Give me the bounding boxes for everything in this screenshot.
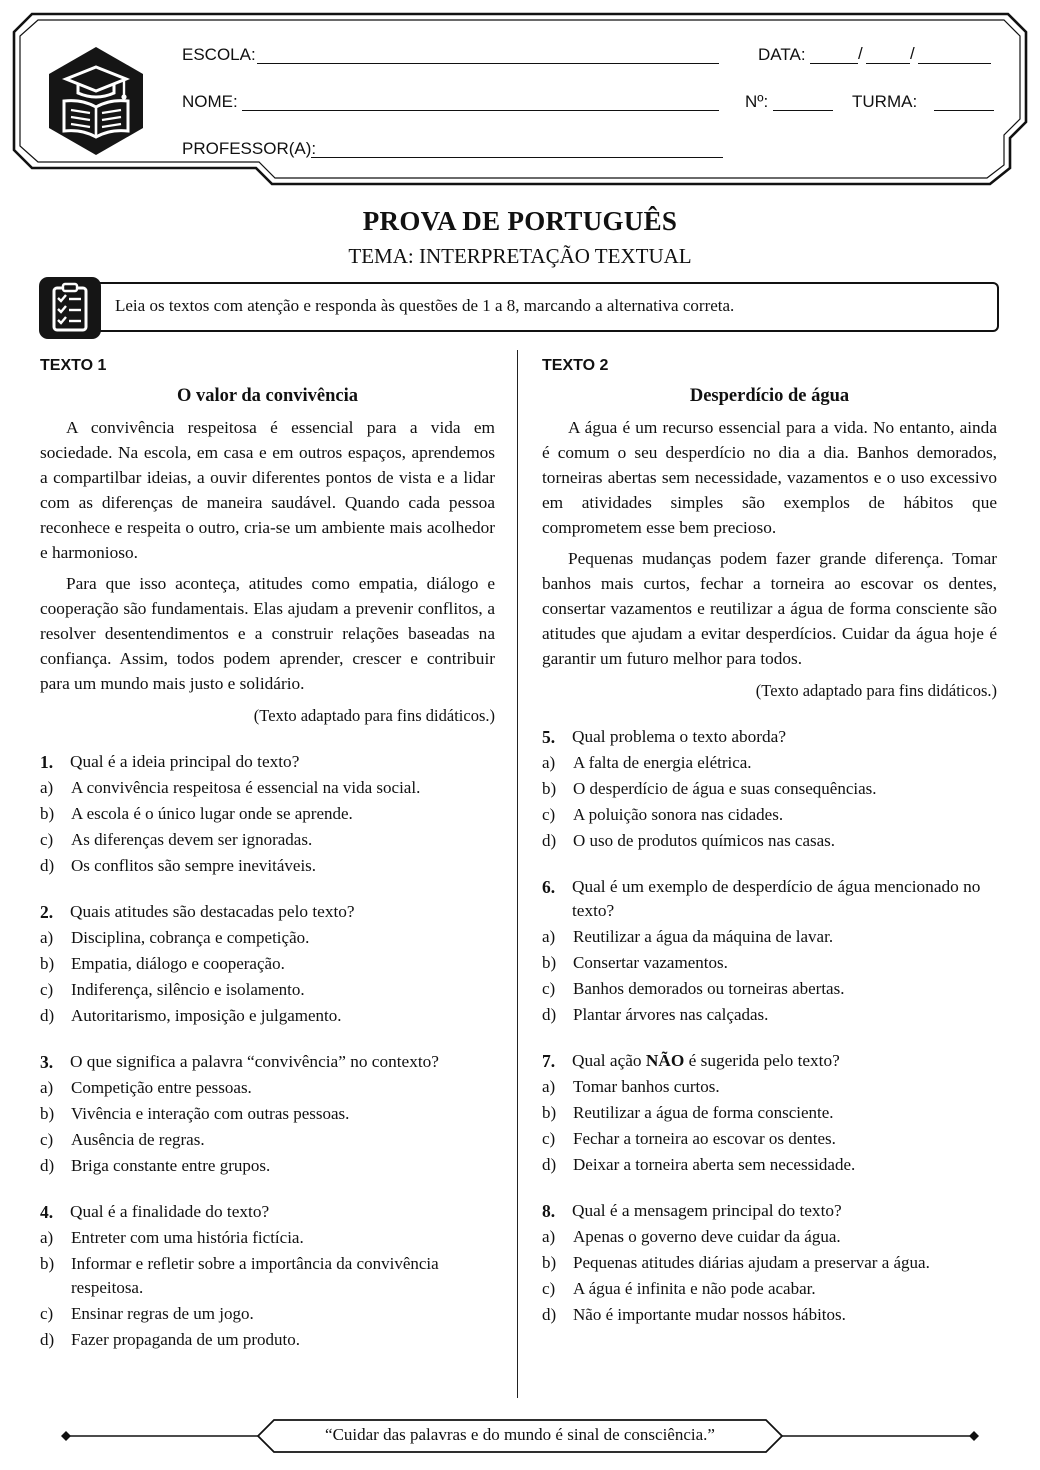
date-slash-1: /	[858, 44, 863, 63]
option-letter: b)	[542, 1252, 557, 1272]
date-slash-2: /	[910, 44, 915, 63]
question-1	[40, 750, 495, 878]
question-stem: Qual é a finalidade do texto?	[70, 1202, 270, 1221]
option-letter: b)	[542, 778, 557, 798]
option-d[interactable]	[40, 1154, 495, 1179]
option-letter: a)	[40, 1077, 54, 1097]
option-letter: b)	[542, 952, 557, 972]
option-c[interactable]	[542, 803, 997, 828]
nome-field[interactable]	[242, 110, 719, 111]
option-text: Apenas o governo deve cuidar da água.	[573, 1226, 841, 1246]
question-stem: Qual problema o texto aborda?	[572, 727, 787, 746]
option-b[interactable]	[40, 802, 495, 827]
question-8	[542, 1199, 997, 1327]
texto2-column	[542, 355, 997, 1327]
option-text: Empatia, diálogo e cooperação.	[71, 953, 285, 973]
option-letter: b)	[542, 1102, 557, 1122]
option-text: Pequenas atitudes diárias ajudam a preservar a água.	[573, 1252, 930, 1272]
option-c[interactable]	[542, 1277, 997, 1302]
data-label: DATA:	[758, 45, 806, 64]
option-d[interactable]	[542, 1003, 997, 1028]
option-d[interactable]	[40, 854, 495, 879]
option-text: As diferenças devem ser ignoradas.	[71, 829, 313, 849]
option-letter: c)	[542, 804, 556, 824]
texto2-paragraph: A água é um recurso essencial para a vida. No entanto, ainda é comum o seu desperdício no dia a dia. Banhos demorados, torneiras abertas sem necessidade, vazamentos e o uso excessivo em atividades simples são exemplos de hábitos que comprometem esse bem precioso.	[542, 418, 997, 537]
option-letter: d)	[40, 1330, 55, 1349]
data-year-field[interactable]	[918, 63, 991, 64]
option-a[interactable]	[542, 1225, 997, 1250]
option-letter: a)	[542, 1076, 556, 1096]
option-text: Deixar a torneira aberta sem necessidade.	[573, 1154, 856, 1174]
option-text: Os conflitos são sempre inevitáveis.	[71, 855, 317, 875]
texto1-title: O valor da convivência	[176, 386, 359, 406]
option-d[interactable]	[542, 1153, 997, 1178]
option-text: Não é importante mudar nossos hábitos.	[573, 1304, 846, 1324]
option-a[interactable]	[542, 751, 997, 776]
option-a[interactable]	[542, 1075, 997, 1100]
option-letter: d)	[542, 1004, 557, 1024]
question-3	[40, 1050, 495, 1178]
option-c[interactable]	[40, 1128, 495, 1153]
option-letter: a)	[542, 1226, 556, 1246]
instruction-text: Leia os textos com atenção e responda às questões de 1 a 8, marcando a alternativa correta.	[115, 296, 735, 315]
option-letter: a)	[40, 777, 54, 797]
option-letter: c)	[40, 1304, 54, 1323]
option-b[interactable]	[542, 951, 997, 976]
question-stem-post: é sugerida pelo texto?	[688, 1051, 840, 1070]
option-text: Plantar árvores nas calçadas.	[573, 1004, 769, 1024]
option-text: Indiferença, silêncio e isolamento.	[71, 979, 305, 999]
numero-label: Nº:	[745, 92, 769, 111]
question-number: 6.	[542, 877, 556, 897]
option-d[interactable]	[40, 1004, 495, 1029]
question-number: 5.	[542, 727, 556, 747]
option-text: Briga constante entre grupos.	[71, 1155, 271, 1175]
texto1-column	[40, 355, 495, 1353]
checklist-clipboard-icon	[38, 276, 102, 340]
texto1-paragraph: Para que isso aconteça, atitudes como empatia, diálogo e cooperação são fundamentais. Elas ajudam a prevenir conflitos, a resolver desentendimentos e a construir relações baseadas na confiança. Assim, todos podem aprender, crescer e contribuir para um mundo mais justo e solidário.	[40, 574, 495, 693]
option-text: Reutilizar a água de forma consciente.	[573, 1102, 834, 1122]
turma-field[interactable]	[934, 110, 994, 111]
option-letter: a)	[40, 927, 54, 947]
option-d[interactable]	[40, 1328, 495, 1353]
texto1-label: TEXTO 1	[40, 357, 107, 374]
option-letter: b)	[40, 1253, 55, 1273]
option-letter: c)	[40, 1129, 54, 1149]
question-number: 4.	[40, 1202, 54, 1222]
question-7	[542, 1049, 997, 1177]
question-stem-emphasis: NÃO	[645, 1051, 685, 1070]
turma-label: TURMA:	[852, 92, 918, 111]
option-a[interactable]	[542, 925, 997, 950]
texto2-paragraph: Pequenas mudanças podem fazer grande diferença. Tomar banhos mais curtos, fechar a torneira ao escovar os dentes, consertar vazamentos e reutilizar a água de forma consciente são atitudes que ajudam a evitar desperdícios. Cuidar da água hoje é garantir um futuro melhor para todos.	[542, 549, 997, 668]
option-text: Vivência e interação com outras pessoas.	[71, 1103, 350, 1123]
option-text: Fazer propaganda de um produto.	[71, 1330, 300, 1349]
option-b[interactable]	[40, 1252, 495, 1301]
option-c[interactable]	[40, 1302, 495, 1327]
option-letter: d)	[542, 1304, 557, 1324]
option-text: Reutilizar a água da máquina de lavar.	[573, 926, 834, 946]
option-c[interactable]	[542, 977, 997, 1002]
option-b[interactable]	[40, 1102, 495, 1127]
option-letter: d)	[40, 855, 55, 875]
option-c[interactable]	[40, 828, 495, 853]
option-letter: c)	[40, 979, 54, 999]
option-text: Consertar vazamentos.	[573, 952, 728, 972]
option-text: A água é infinita e não pode acabar.	[573, 1278, 816, 1298]
graduation-book-icon	[40, 45, 152, 157]
question-2	[40, 900, 495, 1028]
option-b[interactable]	[542, 1101, 997, 1126]
option-letter: b)	[40, 1103, 55, 1123]
option-letter: b)	[40, 953, 55, 973]
question-stem: Qual é um exemplo de desperdício de água mencionado no texto?	[572, 877, 981, 920]
escola-label: ESCOLA:	[182, 45, 256, 64]
option-a[interactable]	[40, 926, 495, 951]
escola-field[interactable]	[257, 63, 719, 64]
texto2-source: (Texto adaptado para fins didáticos.)	[755, 681, 997, 700]
nome-label: NOME:	[182, 92, 238, 111]
page-subtitle: TEMA: INTERPRETAÇÃO TEXTUAL	[348, 244, 692, 268]
option-a[interactable]	[40, 1226, 495, 1251]
option-text: O uso de produtos químicos nas casas.	[573, 830, 836, 850]
option-text: Disciplina, cobrança e competição.	[71, 927, 310, 947]
option-letter: c)	[40, 829, 54, 849]
option-d[interactable]	[542, 829, 997, 854]
question-number: 3.	[40, 1052, 54, 1072]
professor-field[interactable]	[311, 157, 723, 158]
page-title: PROVA DE PORTUGUÊS	[362, 206, 678, 236]
option-b[interactable]	[542, 1251, 997, 1276]
option-letter: a)	[40, 1227, 54, 1247]
question-number: 7.	[542, 1051, 556, 1071]
option-text: Banhos demorados ou torneiras abertas.	[573, 978, 845, 998]
option-text: A escola é o único lugar onde se aprende.	[71, 803, 353, 823]
option-letter: b)	[40, 803, 55, 823]
option-text: Informar e refletir sobre a importância da convivência respeitosa.	[71, 1253, 439, 1297]
option-letter: a)	[542, 752, 556, 772]
option-letter: c)	[542, 1278, 556, 1298]
question-stem: Quais atitudes são destacadas pelo texto?	[70, 902, 355, 921]
texto1-source: (Texto adaptado para fins didáticos.)	[253, 706, 495, 725]
question-5	[542, 725, 997, 853]
option-text: Fechar a torneira ao escovar os dentes.	[573, 1128, 836, 1148]
question-number: 2.	[40, 902, 54, 922]
option-text: Autoritarismo, imposição e julgamento.	[71, 1005, 342, 1025]
option-c[interactable]	[40, 978, 495, 1003]
option-text: Entreter com uma história fictícia.	[71, 1227, 304, 1247]
option-letter: c)	[542, 978, 556, 998]
question-stem: Qual é a ideia principal do texto?	[70, 752, 300, 771]
option-b[interactable]	[542, 777, 997, 802]
option-letter: d)	[542, 1154, 557, 1174]
footer-quote: “Cuidar das palavras e do mundo é sinal de consciência.”	[325, 1425, 715, 1444]
option-text: A falta de energia elétrica.	[573, 752, 752, 772]
option-letter: d)	[542, 830, 557, 850]
option-d[interactable]	[542, 1303, 997, 1328]
option-letter: c)	[542, 1128, 556, 1148]
option-c[interactable]	[542, 1127, 997, 1152]
texto1-paragraph: A convivência respeitosa é essencial para a vida em sociedade. Na escola, em casa e em outros espaços, aprendemos a compartilbar ideias, a ouvir diferentes pontos de vista e a lidar com as diferenças de maneira saudável. Quando cada pessoa reconhece e respeita o outro, cria-se um ambiente mais acolhedor e harmonioso.	[40, 418, 495, 562]
professor-label: PROFESSOR(A):	[182, 139, 317, 158]
option-a[interactable]	[40, 1076, 495, 1101]
option-text: A convivência respeitosa é essencial na vida social.	[71, 777, 421, 797]
data-month-field[interactable]	[866, 63, 910, 64]
numero-field[interactable]	[773, 110, 833, 111]
option-text: O desperdício de água e suas consequências.	[573, 778, 877, 798]
texto2-title: Desperdício de água	[689, 386, 850, 406]
option-text: Ausência de regras.	[71, 1129, 205, 1149]
option-letter: a)	[542, 926, 556, 946]
option-text: Competição entre pessoas.	[71, 1077, 252, 1097]
option-a[interactable]	[40, 776, 495, 801]
data-day-field[interactable]	[810, 63, 858, 64]
question-6	[542, 875, 997, 1027]
option-b[interactable]	[40, 952, 495, 977]
question-4	[40, 1200, 495, 1353]
question-number: 8.	[542, 1201, 556, 1221]
option-text: A poluição sonora nas cidades.	[573, 804, 784, 824]
option-letter: d)	[40, 1005, 55, 1025]
column-divider	[517, 350, 518, 1398]
question-stem: Qual é a mensagem principal do texto?	[572, 1201, 842, 1220]
option-text: Tomar banhos curtos.	[573, 1076, 720, 1096]
question-number: 1.	[40, 752, 54, 772]
option-letter: d)	[40, 1155, 55, 1175]
texto2-label: TEXTO 2	[542, 357, 609, 374]
option-text: Ensinar regras de um jogo.	[71, 1304, 254, 1323]
question-stem: O que significa a palavra “convivência” no contexto?	[70, 1052, 439, 1071]
question-stem-pre: Qual ação	[572, 1051, 642, 1070]
